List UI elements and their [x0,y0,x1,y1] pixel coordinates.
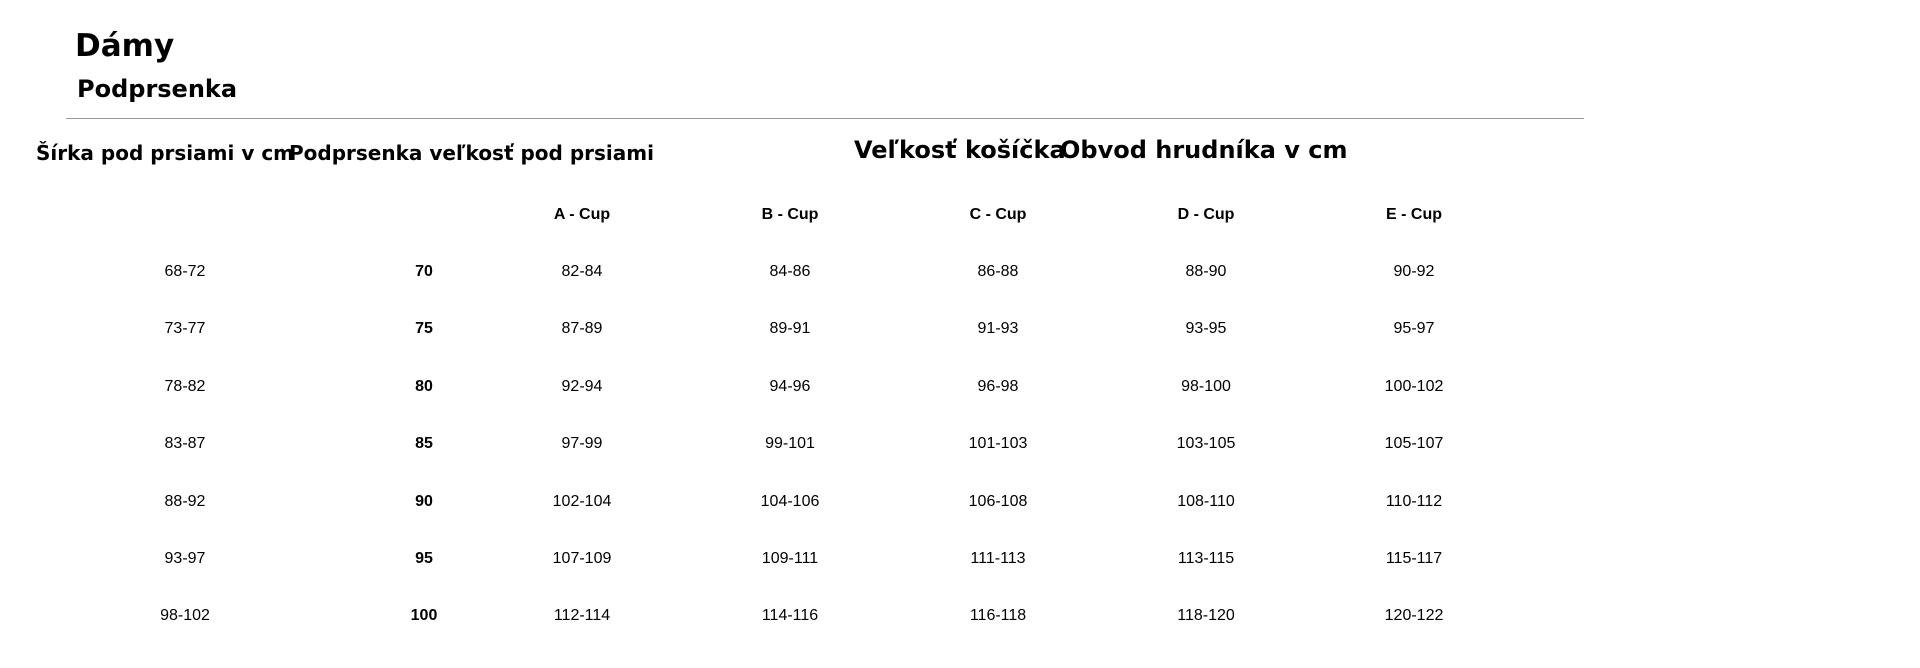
column-header-band-size: Podprsenka veľkosť pod prsiami [289,141,654,165]
cup-header-row [0,186,1518,243]
cup-e-cell: 120-122 [1384,607,1444,625]
underbust-cell: 93-97 [164,550,206,568]
cup-d-cell: 108-110 [1177,492,1235,510]
cup-a-cell: 112-114 [553,607,611,625]
band-size-cell: 80 [415,377,433,395]
cup-header-d: D - Cup [1177,205,1235,223]
cup-d-cell: 98-100 [1181,377,1231,395]
cup-e-cell: 105-107 [1384,435,1444,453]
cup-e-cell: 110-112 [1385,492,1443,510]
cup-b-cell: 104-106 [760,492,820,510]
underbust-cell: 83-87 [164,435,206,453]
cup-c-cell: 91-93 [977,320,1019,338]
cup-d-cell: 93-95 [1185,320,1227,338]
cup-e-cell: 90-92 [1393,263,1435,281]
cup-c-cell: 116-118 [969,607,1027,625]
table-row [0,588,1518,645]
cup-b-cell: 84-86 [769,263,811,281]
band-size-cell: 70 [415,263,433,281]
table-row [0,416,1518,473]
column-header-cup-size: Veľkosť košíčka [854,136,1066,164]
cup-a-cell: 97-99 [561,435,603,453]
band-size-cell: 95 [415,550,433,568]
cup-d-cell: 88-90 [1185,263,1227,281]
cup-c-cell: 96-98 [977,377,1019,395]
cup-e-cell: 115-117 [1385,550,1443,568]
table-row [0,301,1518,358]
cup-d-cell: 103-105 [1176,435,1236,453]
empty-header-cell [0,186,370,243]
cup-header-c: C - Cup [969,205,1027,223]
empty-header-cell [370,186,478,243]
cup-b-cell: 99-101 [765,435,815,453]
band-size-cell: 100 [410,607,438,625]
cup-e-cell: 95-97 [1393,320,1435,338]
underbust-cell: 78-82 [164,377,206,395]
band-size-cell: 85 [415,435,433,453]
table-row [0,530,1518,587]
column-header-underbust: Šírka pod prsiami v cm [36,141,295,165]
underbust-cell: 73-77 [164,320,206,338]
underbust-cell: 98-102 [160,607,210,625]
cup-a-cell: 92-94 [561,377,603,395]
column-header-bust: Obvod hrudníka v cm [1060,136,1348,164]
cup-a-cell: 102-104 [552,492,612,510]
cup-c-cell: 106-108 [968,492,1028,510]
cup-d-cell: 113-115 [1177,550,1235,568]
band-size-cell: 75 [415,320,433,338]
cup-b-cell: 109-111 [761,550,819,568]
cup-c-cell: 86-88 [977,263,1019,281]
page-title: Dámy [75,28,175,64]
band-size-cell: 90 [415,492,433,510]
cup-a-cell: 87-89 [561,320,603,338]
cup-a-cell: 107-109 [552,550,612,568]
cup-header-e: E - Cup [1386,205,1442,223]
page-subtitle: Podprsenka [77,75,238,103]
cup-a-cell: 82-84 [561,263,603,281]
table-row [0,243,1518,300]
header-divider [66,118,1584,119]
underbust-cell: 88-92 [164,492,206,510]
underbust-cell: 68-72 [164,263,206,281]
cup-c-cell: 111-113 [970,550,1026,568]
size-table [0,186,1518,645]
table-row [0,358,1518,415]
cup-b-cell: 89-91 [769,320,811,338]
cup-d-cell: 118-120 [1177,607,1235,625]
cup-e-cell: 100-102 [1384,377,1444,395]
cup-c-cell: 101-103 [968,435,1028,453]
cup-header-b: B - Cup [761,205,819,223]
cup-b-cell: 94-96 [769,377,811,395]
cup-b-cell: 114-116 [761,607,819,625]
table-row [0,473,1518,530]
cup-header-a: A - Cup [553,205,611,223]
